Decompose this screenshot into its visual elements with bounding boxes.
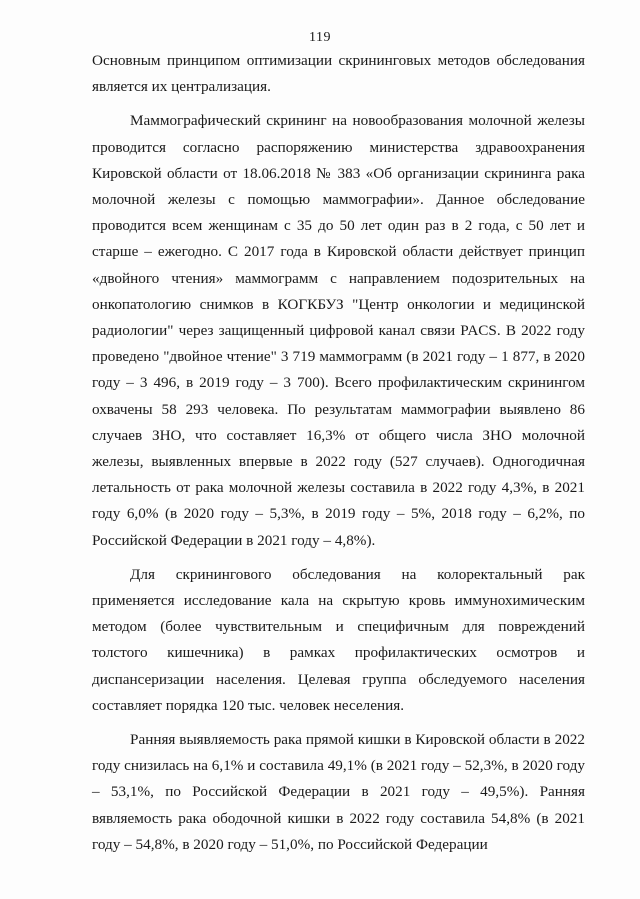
document-body [92,48,585,858]
page-number: 119 [309,30,331,45]
paragraph-early-detection: Ранняя выявляемость рака прямой кишки в Кировской области в 2022 году снизилась на 6,1% и составила 49,1% (в 2021 году – 52,3%, в 2020 году – 53,1%, по Российской Федерации в 2021 году – 49,5%). Ранняя вявляемость рака ободочной кишки в 2022 году составила 54,8% (в 2021 году – 54,8%, в 2020 году – 51,0%, по Российской Федерации [92,731,585,853]
paragraph-centralization: Основным принципом оптимизации скрининговых методов обследования является их централизация. [92,52,585,96]
paragraph-mammography-screening: Маммографический скрининг на новообразования молочной железы проводится согласно распоряжению министерства здравоохранения Кировской области от 18.06.2018 № 383 «Об организации скрининга рака молочной железы с помощью маммографии». Данное обследование проводится всем женщинам с 35 до 50 лет один раз в 2 года, с 50 лет и старше – ежегодно. С 2017 года в Кировской области действует принцип «двойного чтения» маммограмм с направлением подозрительных на онкопатологию снимков в КОГКБУЗ "Центр онкологии и медицинской радиологии" через защищенный цифровой канал связи PACS. В 2022 году проведено "двойное чтение" 3 719 маммограмм (в 2021 году – 1 877, в 2020 году – 3 496, в 2019 году – 3 700). Всего профилактическим скринингом охвачены 58 293 человека. По результатам маммографии выявлено 86 случаев ЗНО, что составляет 16,3% от общего числа ЗНО молочной железы, выявленных впервые в 2022 году (527 случаев). Одногодичная летальность от рака молочной железы составила в 2022 году 4,3%, в 2021 году 6,0% (в 2020 году – 5,3%, в 2019 году – 5%, 2018 году – 6,2%, по Российской Федерации в 2021 году – 4,8%). [92,112,585,549]
paragraph-colorectal-screening: Для скринингового обследования на колоректальный рак применяется исследование кала на скрытую кровь иммунохимическим методом (более чувствительным и специфичным для повреждений толстого кишечника) в рамках профилактических осмотров и диспансеризации населения. Целевая группа обследуемого населения составляет порядка 120 тыс. человек неселения. [92,565,585,714]
